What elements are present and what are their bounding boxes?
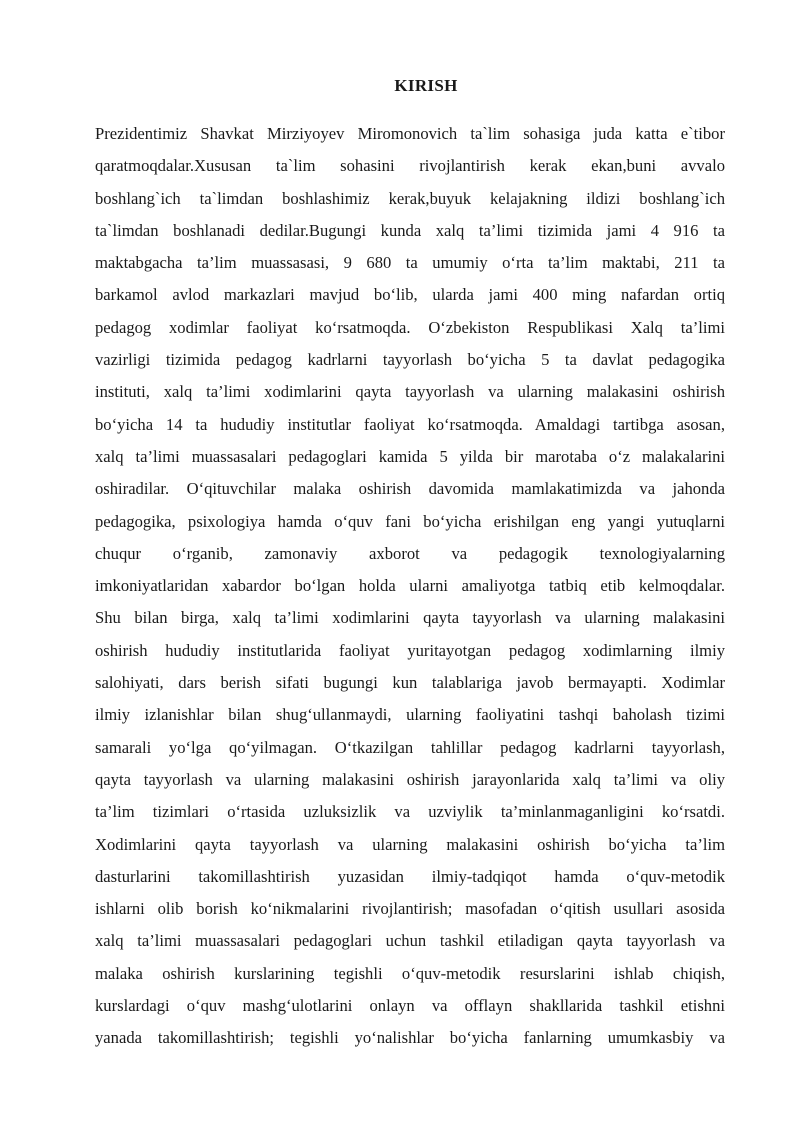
- text-line: salohiyati, dars berish sifati bugungi kun talablariga javob bermayapti. Xodimlar: [95, 673, 725, 693]
- text-line: qayta tayyorlash va ularning malakasini oshirish jarayonlarida xalq ta’limi va oliy: [95, 769, 725, 789]
- text-line: boshlang`ich ta`limdan boshlashimiz kerak,buyuk kelajakning ildizi boshlang`ich: [95, 188, 725, 208]
- text-line: oshirish hududiy institutlarida faoliyat yuritayotgan pedagog xodimlarning ilmiy: [95, 640, 725, 660]
- text-line: maktabgacha ta’lim muassasasi, 9 680 ta umumiy o‘rta ta’lim maktabi, 211 ta: [95, 253, 725, 273]
- text-line: xalq ta’limi muassasalari pedagoglari uchun tashkil etiladigan qayta tayyorlash va: [95, 931, 725, 951]
- page-title: KIRISH: [394, 76, 458, 95]
- text-line: pedagogika, psixologiya hamda o‘quv fani bo‘yicha erishilgan eng yangi yutuqlarni: [95, 511, 725, 531]
- text-line: yanada takomillashtirish; tegishli yo‘nalishlar bo‘yicha fanlarning umumkasbiy va: [95, 1028, 725, 1048]
- text-line: samarali yo‘lga qo‘yilmagan. O‘tkazilgan tahlillar pedagog kadrlarni tayyorlash,: [95, 737, 725, 757]
- text-line: bo‘yicha 14 ta hududiy institutlar faoliyat ko‘rsatmoqda. Amaldagi tartibga asosan,: [95, 414, 725, 434]
- text-line: ishlarni olib borish ko‘nikmalarini rivojlantirish; masofadan o‘qitish usullari asosida: [95, 899, 725, 919]
- text-line: ta`limdan boshlanadi dedilar.Bugungi kunda xalq ta’limi tizimida jami 4 916 ta: [95, 220, 725, 240]
- text-line: Xodimlarini qayta tayyorlash va ularning malakasini oshirish bo‘yicha ta’lim: [95, 834, 725, 854]
- text-line: vazirligi tizimida pedagog kadrlarni tayyorlash bo‘yicha 5 ta davlat pedagogika: [95, 350, 725, 370]
- text-line: Prezidentimiz Shavkat Mirziyoyev Miromonovich ta`lim sohasiga juda katta e`tibor: [95, 124, 725, 143]
- text-line: instituti, xalq ta’limi xodimlarini qayta tayyorlash va ularning malakasini oshirish: [95, 382, 725, 402]
- text-line: Shu bilan birga, xalq ta’limi xodimlarini qayta tayyorlash va ularning malakasini: [95, 608, 725, 628]
- text-line: xalq ta’limi muassasalari pedagoglari kamida 5 yilda bir marotaba o‘z malakalarini: [95, 446, 725, 466]
- text-line: malaka oshirish kurslarining tegishli o‘quv-metodik resurslarini ishlab chiqish,: [95, 963, 725, 983]
- text-line: qaratmoqdalar.Xususan ta`lim sohasini rivojlantirish kerak ekan,buni avvalo: [95, 156, 725, 176]
- text-line: ilmiy izlanishlar bilan shug‘ullanmaydi, ularning faoliyatini tashqi baholash tizimi: [95, 705, 725, 725]
- body-paragraph: [95, 118, 725, 1055]
- text-line: barkamol avlod markazlari mavjud bo‘lib, ularda jami 400 ming nafardan ortiq: [95, 285, 725, 305]
- text-line: chuqur o‘rganib, zamonaviy axborot va pedagogik texnologiyalarning: [95, 543, 725, 563]
- text-line: kurslardagi o‘quv mashg‘ulotlarini onlayn va offlayn shakllarida tashkil etishni: [95, 996, 725, 1016]
- text-line: imkoniyatlaridan xabardor bo‘lgan holda ularni amaliyotga tatbiq etib kelmoqdalar.: [95, 576, 725, 596]
- text-line: oshiradilar. O‘qituvchilar malaka oshirish davomida mamlakatimizda va jahonda: [95, 479, 725, 499]
- text-line: ta’lim tizimlari o‘rtasida uzluksizlik va uzviylik ta’minlanmaganligini ko‘rsatdi.: [95, 802, 725, 822]
- text-line: dasturlarini takomillashtirish yuzasidan ilmiy-tadqiqot hamda o‘quv-metodik: [95, 866, 725, 886]
- text-line: pedagog xodimlar faoliyat ko‘rsatmoqda. O‘zbekiston Respublikasi Xalq ta’limi: [95, 317, 725, 337]
